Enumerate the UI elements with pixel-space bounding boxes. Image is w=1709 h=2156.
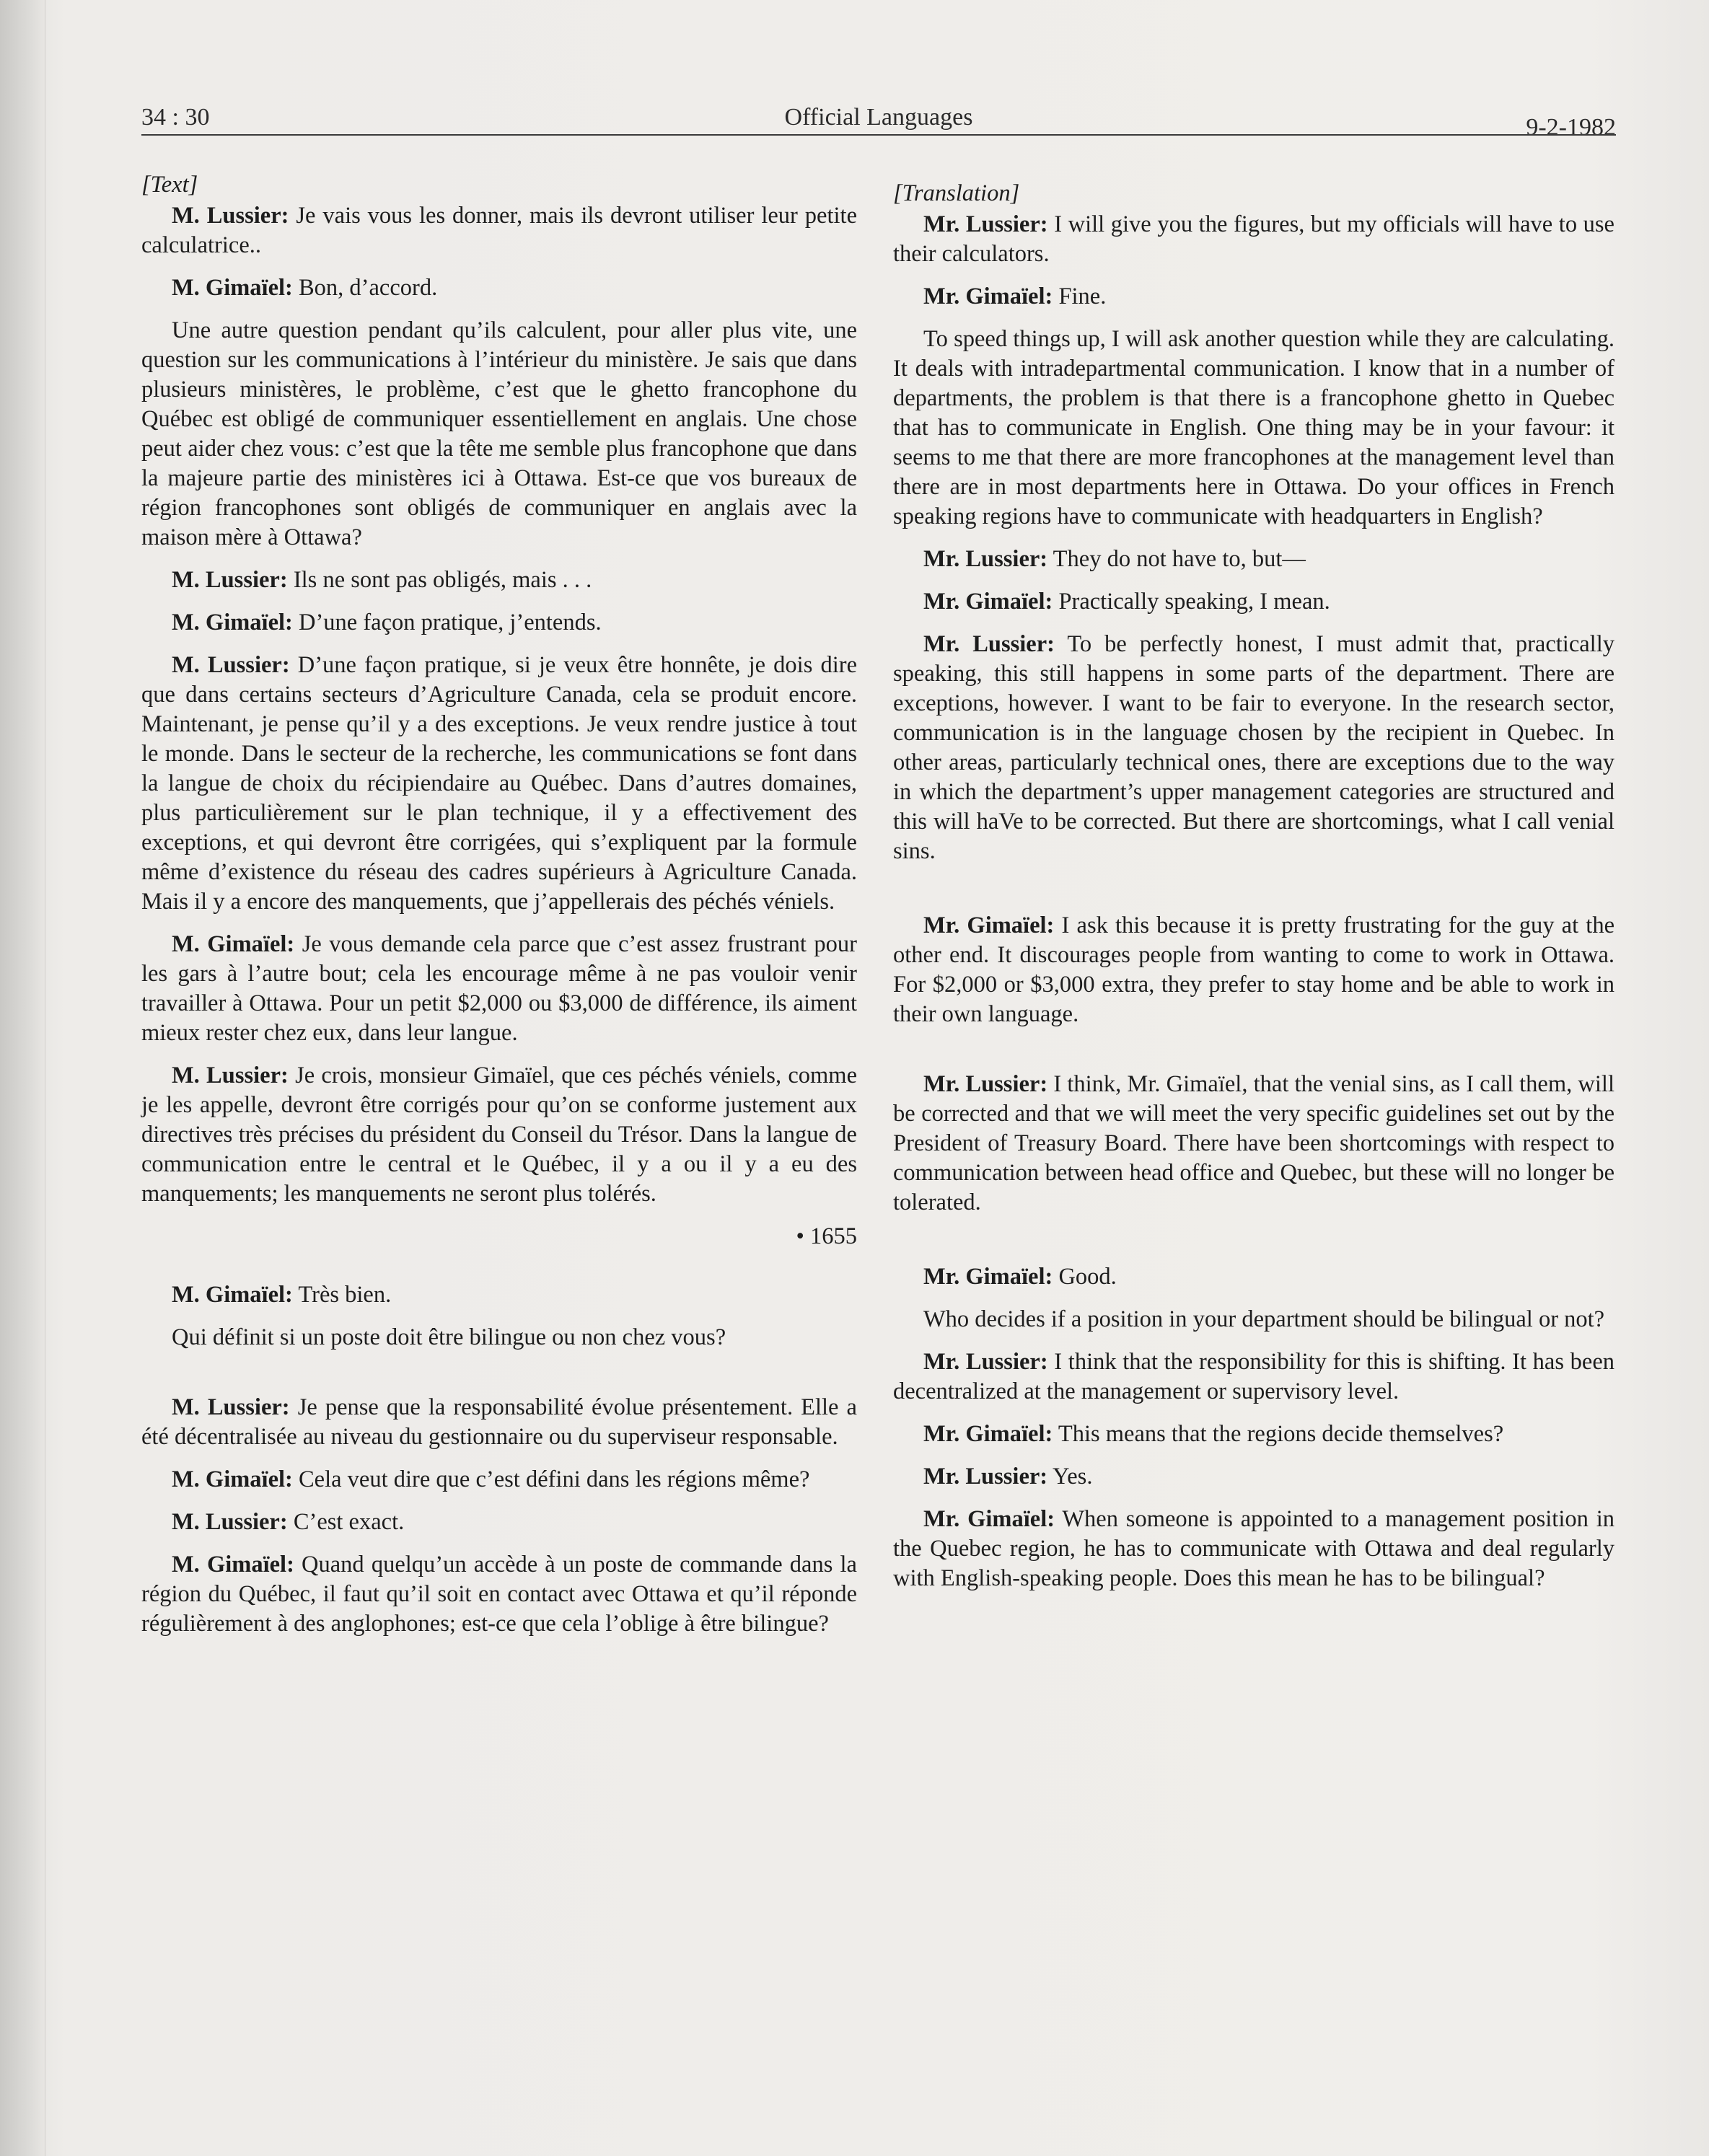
paragraph bbox=[141, 1465, 857, 1495]
speaker: M. Gimaïel: bbox=[172, 275, 293, 301]
speaker: Mr. Gimaïel: bbox=[923, 589, 1053, 615]
paragraph bbox=[141, 608, 857, 638]
time-stamp: • 1655 bbox=[796, 1223, 857, 1249]
speaker: M. Lussier: bbox=[172, 1062, 289, 1088]
speech: This means that the regions decide themselves? bbox=[1053, 1421, 1504, 1447]
paragraph bbox=[893, 1262, 1614, 1292]
paragraph bbox=[893, 1462, 1614, 1492]
speech: I think that the responsibility for this is shifting. It has been decentralized at the management or supervisory level. bbox=[893, 1349, 1614, 1404]
speaker: Mr. Gimaïel: bbox=[923, 283, 1053, 309]
speech: D’une façon pratique, j’entends. bbox=[292, 610, 602, 635]
speech: They do not have to, but— bbox=[1047, 546, 1306, 572]
speech: Je crois, monsieur Gimaïel, que ces péchés véniels, comme je les appelle, devront être corrigés pour qu’on se conforme justement aux directives très précises du président du Conseil du Trésor. Dans la langue de communication entre le central et le Québec, il y a ou il y a eu des manquements; les manquements ne seront plus tolérés. bbox=[141, 1062, 857, 1207]
speech: Yes. bbox=[1047, 1464, 1093, 1490]
paragraph bbox=[893, 545, 1614, 574]
paragraph bbox=[893, 1070, 1614, 1218]
speaker: M. Lussier: bbox=[172, 1509, 288, 1535]
speaker: Mr. Gimaïel: bbox=[923, 912, 1055, 938]
paragraph bbox=[893, 1347, 1614, 1407]
speech: I think, Mr. Gimaïel, that the venial sins, as I call them, will be corrected and that we will meet the very specific guidelines set out by the President of Treasury Board. There have been shortcomings with respect to communication between head office and Quebec, but these will no longer be tolerated. bbox=[893, 1071, 1614, 1215]
speech: Quand quelqu’un accède à un poste de commande dans la région du Québec, il faut qu’il soit en contact avec Ottawa et qu’il réponde régulièrement à des anglophones; est-ce que cela l’oblige à être bilingue? bbox=[141, 1552, 857, 1637]
speech: Qui définit si un poste doit être bilingue ou non chez vous? bbox=[172, 1324, 726, 1350]
page-title: Official Languages bbox=[784, 104, 973, 131]
paragraph bbox=[141, 1061, 857, 1209]
speaker: M. Lussier: bbox=[172, 652, 290, 678]
speech: C’est exact. bbox=[287, 1509, 405, 1535]
right-column bbox=[893, 179, 1614, 1606]
paragraph bbox=[893, 325, 1614, 532]
speech: Une autre question pendant qu’ils calculent, pour aller plus vite, une question sur les communications à l’intérieur du ministère. Je sais que dans plusieurs ministères, le problème, c’est que le ghetto francophone du Québec est obligé de communiquer essentiellement en anglais. Une chose peut aider chez vous: c’est que la tête me semble plus francophone que dans la majeure partie des ministères ici à Ottawa. Est-ce que vos bureaux de région francophones sont obligés de communiquer en anglais avec la maison mère à Ottawa? bbox=[141, 317, 857, 550]
paragraph bbox=[141, 1508, 857, 1537]
speaker: M. Gimaïel: bbox=[172, 1466, 293, 1492]
speech: Je vous demande cela parce que c’est assez frustrant pour les gars à l’autre bout; cela les encourage même à ne pas vouloir venir travailler à Ottawa. Pour un petit $2,000 ou $3,000 de différence, ils aiment mieux rester chez eux, dans leur langue. bbox=[141, 931, 857, 1046]
paragraph bbox=[141, 1280, 857, 1310]
speaker: Mr. Lussier: bbox=[923, 211, 1048, 237]
paragraph bbox=[141, 930, 857, 1048]
paragraph bbox=[141, 651, 857, 917]
translation-marker: [Translation] bbox=[893, 180, 1020, 206]
page-header bbox=[141, 101, 1616, 141]
speaker: M. Gimaïel: bbox=[172, 1552, 294, 1578]
speech: To speed things up, I will ask another question while they are calculating. It deals with intradepartmental communication. I know that in a number of departments, the problem is that there is a francophone ghetto in Quebec that has to communicate in English. One thing may be in your favour: it seems to me that there are more francophones at the management level than there are in most departments here in Ottawa. Do your offices in French speaking regions have to communicate with headquarters in English? bbox=[893, 326, 1614, 529]
speaker: M. Lussier: bbox=[172, 203, 289, 229]
speaker: Mr. Lussier: bbox=[923, 1464, 1048, 1490]
speech: Je pense que la responsabilité évolue présentement. Elle a été décentralisée au niveau du gestionnaire ou du superviseur responsable. bbox=[141, 1394, 857, 1450]
paragraph bbox=[893, 1420, 1614, 1449]
speech: I will give you the figures, but my officials will have to use their calculators. bbox=[893, 211, 1614, 267]
speaker: Mr. Gimaïel: bbox=[923, 1421, 1053, 1447]
paragraph bbox=[893, 587, 1614, 617]
speech: Cela veut dire que c’est défini dans les régions même? bbox=[292, 1466, 810, 1492]
speech: When someone is appointed to a management position in the Quebec region, he has to communicate with Ottawa and deal regularly with English-speaking people. Does this mean he has to be bilingual? bbox=[893, 1506, 1615, 1591]
paragraph bbox=[141, 1323, 857, 1352]
paragraph bbox=[893, 210, 1614, 269]
paragraph bbox=[141, 1550, 857, 1639]
speaker: Mr. Lussier: bbox=[923, 1071, 1048, 1097]
speech: Ils ne sont pas obligés, mais . . . bbox=[287, 567, 592, 593]
speaker: Mr. Lussier: bbox=[923, 1349, 1048, 1375]
speech: Good. bbox=[1053, 1264, 1117, 1290]
speech: To be perfectly honest, I must admit that, practically speaking, this still happens in some parts of the department. There are exceptions, however. I want to be fair to everyone. In the research sector, communication is in the language chosen by the recipient in Quebec. In other areas, particularly technical ones, there are exceptions due to the way in which the department’s upper management categories are structured and this will haVe to be corrected. But there are shortcomings, what I call venial sins. bbox=[893, 631, 1614, 864]
speech: Practically speaking, I mean. bbox=[1053, 589, 1330, 615]
text-marker: [Text] bbox=[141, 172, 198, 198]
paragraph bbox=[893, 1305, 1614, 1334]
header-rule bbox=[141, 134, 1616, 136]
speech: I ask this because it is pretty frustrating for the guy at the other end. It discourages people from wanting to come to work in Ottawa. For $2,000 or $3,000 extra, they prefer to stay home and be able to work in their own language. bbox=[893, 912, 1614, 1027]
speaker: M. Gimaïel: bbox=[172, 931, 295, 957]
page-number: 34 : 30 bbox=[141, 104, 210, 131]
speech: Bon, d’accord. bbox=[292, 275, 438, 301]
speech: D’une façon pratique, si je veux être honnête, je dois dire que dans certains secteurs d’Agriculture Canada, cela se produit encore. Maintenant, je pense qu’il y a des exceptions. Je veux rendre justice à tout le monde. Dans le secteur de la recherche, les communications se font dans la langue de choix du récipiendaire au Québec. Dans d’autres domaines, plus particulièrement sur le plan technique, il y a effectivement des exceptions, et qui devront être corrigées, qui s’expliquent par la formule même d’existence du réseau des cadres supérieurs à Agriculture Canada. Mais il y a encore des manquements, que j’appellerais des péchés véniels. bbox=[141, 652, 857, 915]
speaker: M. Lussier: bbox=[172, 567, 288, 593]
paragraph bbox=[141, 316, 857, 553]
paragraph bbox=[141, 201, 857, 260]
speaker: M. Gimaïel: bbox=[172, 1282, 293, 1308]
speaker: M. Gimaïel: bbox=[172, 610, 293, 635]
paragraph bbox=[141, 1393, 857, 1452]
speaker: Mr. Gimaïel: bbox=[923, 1506, 1055, 1532]
speech: Fine. bbox=[1053, 283, 1107, 309]
paragraph bbox=[141, 566, 857, 595]
speech: Who decides if a position in your department should be bilingual or not? bbox=[923, 1306, 1605, 1332]
speaker: M. Lussier: bbox=[172, 1394, 290, 1420]
page-date: 9-2-1982 bbox=[1526, 114, 1616, 141]
left-column bbox=[141, 170, 857, 1652]
paragraph bbox=[893, 911, 1614, 1029]
paragraph bbox=[893, 630, 1614, 866]
paragraph bbox=[141, 273, 857, 303]
speech: Je vais vous les donner, mais ils devront utiliser leur petite calculatrice.. bbox=[141, 203, 857, 258]
paragraph bbox=[893, 1505, 1614, 1593]
speaker: Mr. Gimaïel: bbox=[923, 1264, 1053, 1290]
paragraph bbox=[893, 282, 1614, 312]
speaker: Mr. Lussier: bbox=[923, 546, 1048, 572]
speaker: Mr. Lussier: bbox=[923, 631, 1055, 657]
speech: Très bien. bbox=[292, 1282, 392, 1308]
binding-gutter bbox=[0, 0, 45, 2156]
